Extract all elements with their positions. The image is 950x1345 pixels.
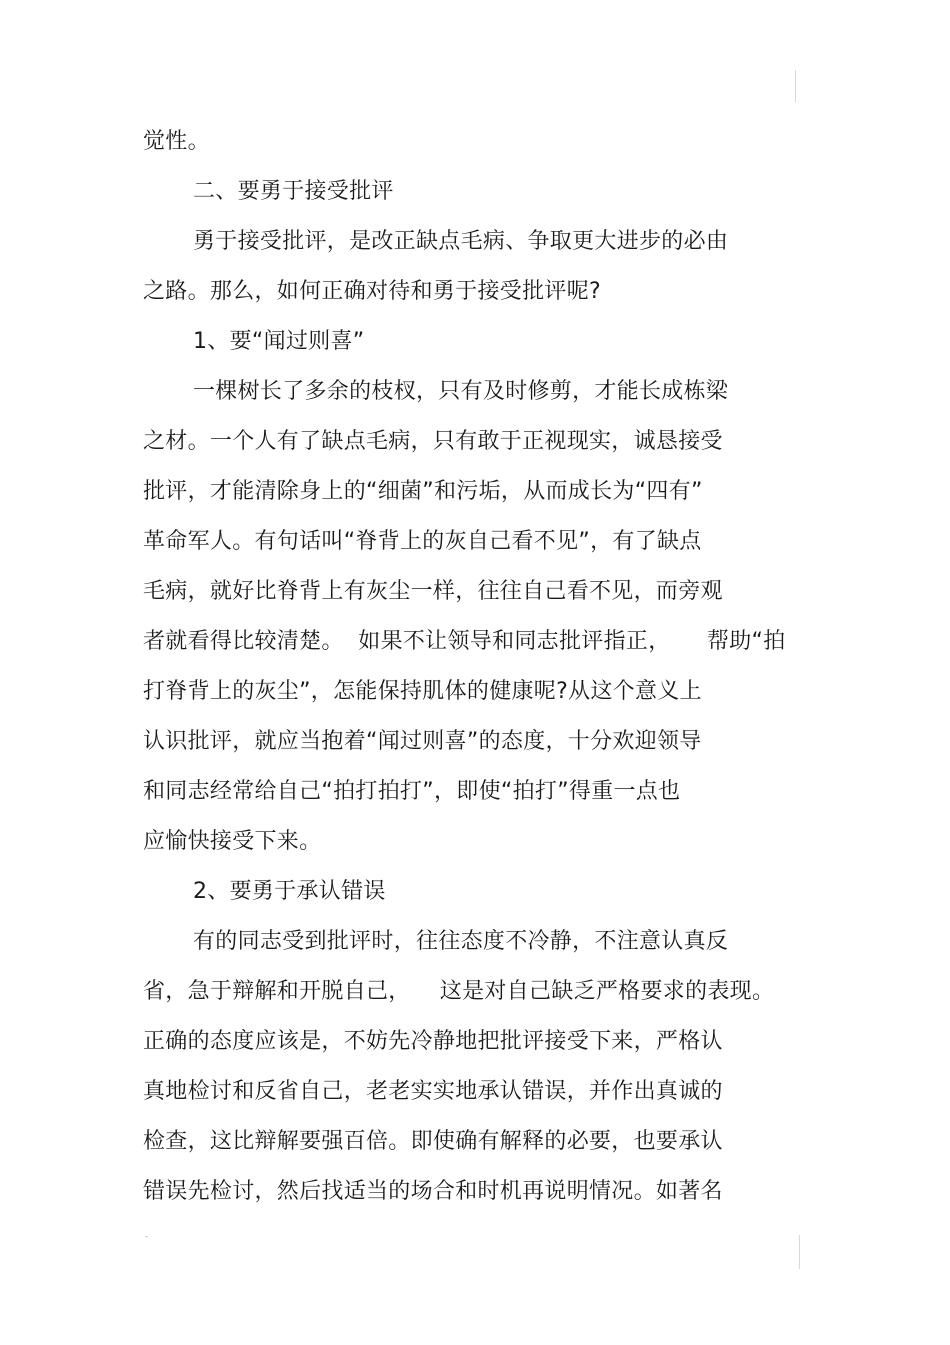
text-line: 和同志经常给自己“拍打拍打”，即使“拍打”得重一点也 bbox=[143, 779, 681, 804]
text-line: 应愉快接受下来。 bbox=[143, 829, 322, 854]
text-line: 错误先检讨，然后找适当的场合和时机再说明情况。如著名 bbox=[143, 1179, 723, 1204]
section-heading: 二、要勇于接受批评 bbox=[193, 179, 394, 204]
text-line: 之路。那么，如何正确对待和勇于接受批评呢? bbox=[143, 279, 601, 304]
text-line: 之材。一个人有了缺点毛病，只有敢于正视现实，诚恳接受 bbox=[143, 429, 723, 454]
text-line: 省，急于辩解和开脱自己， 这是对自己缺乏严格要求的表现。 bbox=[143, 979, 775, 1004]
text-line: 打脊背上的灰尘”，怎能保持肌体的健康呢?从这个意义上 bbox=[143, 679, 702, 704]
page-edge-mark-bottom bbox=[799, 1235, 800, 1269]
page-edge-mark-top bbox=[795, 70, 796, 102]
text-line: 者就看得比较清楚。 如果不让领导和同志批评指正， 帮助“拍 bbox=[143, 629, 786, 654]
text-line: 有的同志受到批评时，往往态度不冷静，不注意认真反 bbox=[193, 929, 729, 954]
subsection-heading: 2、要勇于承认错误 bbox=[193, 879, 386, 904]
text-line: 批评，才能清除身上的“细菌”和污垢，从而成长为“四有” bbox=[143, 479, 703, 504]
subsection-heading: 1、要“闻过则喜” bbox=[193, 329, 365, 354]
page-edge-dot bbox=[145, 1236, 148, 1237]
text-line: 一棵树长了多余的枝杈，只有及时修剪，才能长成栋梁 bbox=[193, 379, 729, 404]
text-line: 毛病，就好比脊背上有灰尘一样，往往自己看不见，而旁观 bbox=[143, 579, 723, 604]
text-line: 正确的态度应该是，不妨先冷静地把批评接受下来，严格认 bbox=[143, 1029, 723, 1054]
text-line: 勇于接受批评，是改正缺点毛病、争取更大进步的必由 bbox=[193, 229, 729, 254]
text-line: 检查，这比辩解要强百倍。即使确有解释的必要，也要承认 bbox=[143, 1129, 723, 1154]
text-line: 革命军人。有句话叫“脊背上的灰自己看不见”，有了缺点 bbox=[143, 529, 702, 554]
text-line: 觉性。 bbox=[143, 129, 210, 154]
text-line: 真地检讨和反省自己，老老实实地承认错误，并作出真诚的 bbox=[143, 1079, 723, 1104]
text-line: 认识批评，就应当抱着“闻过则喜”的态度，十分欢迎领导 bbox=[143, 729, 702, 754]
